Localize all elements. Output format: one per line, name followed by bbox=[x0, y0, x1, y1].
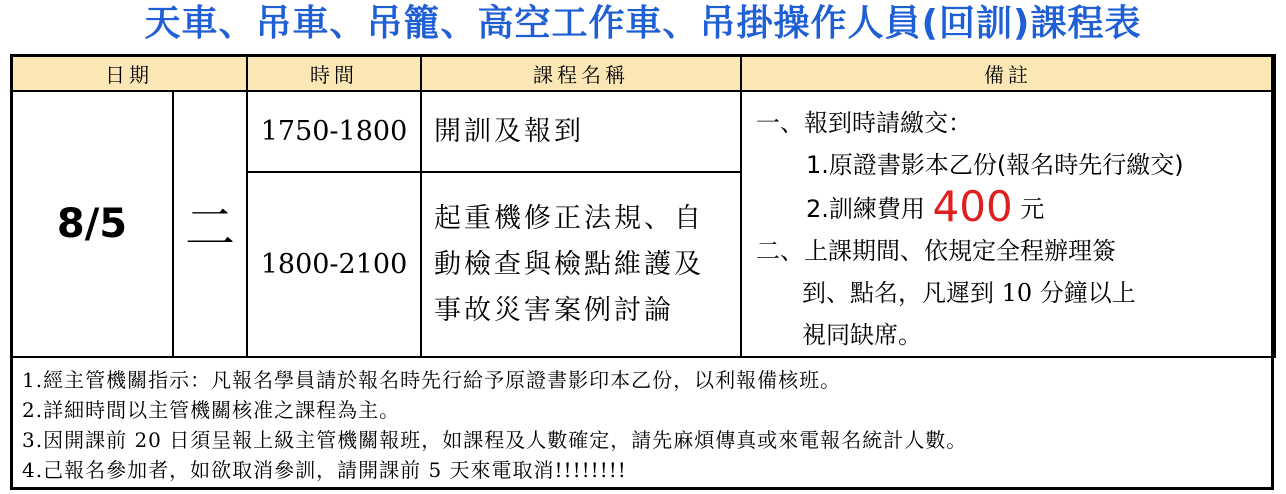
footer-note: 4.己報名參加者，如欲取消參訓，請開課前 5 天來電取消!!!!!!!! bbox=[22, 458, 627, 482]
header-course: 課程名稱 bbox=[421, 55, 741, 91]
note-item-1-sub-1: 1.原證書影本乙份(報名時先行繳交) bbox=[806, 151, 1184, 179]
footer-note: 1.經主管機關指示：凡報名學員請於報名時先行給予原證書影印本乙份，以利報備核班。 bbox=[22, 368, 842, 392]
note-item-2-line-1: 二、上課期間、依規定全程辦理簽 bbox=[756, 237, 1116, 265]
note-item-1: 一、報到時請繳交： bbox=[756, 109, 972, 137]
course-line: 事故災害案例討論 bbox=[434, 294, 674, 326]
session-time: 1750-1800 bbox=[247, 91, 421, 172]
footer-note: 2.詳細時間以主管機關核准之課程為主。 bbox=[22, 398, 401, 422]
note-item-2-line-2: 到、點名，凡遲到 10 分鐘以上 bbox=[802, 279, 1136, 307]
session-time: 1800-2100 bbox=[247, 172, 421, 357]
course-line: 開訓及報到 bbox=[434, 115, 584, 147]
fee-label: 2.訓練費用 bbox=[806, 195, 925, 223]
weekday-cell: 二 bbox=[173, 91, 247, 357]
header-time: 時間 bbox=[247, 55, 421, 91]
header-date: 日期 bbox=[11, 55, 247, 91]
course-line: 動檢查與檢點維護及 bbox=[434, 248, 704, 280]
header-notes: 備註 bbox=[741, 55, 1275, 91]
course-line: 起重機修正法規、自 bbox=[434, 202, 704, 234]
note-item-2-line-3: 視同缺席。 bbox=[802, 321, 922, 349]
footer-note: 3.因開課前 20 日須呈報上級主管機關報班，如課程及人數確定，請先麻煩傳真或來電報名統計人數。 bbox=[22, 428, 968, 452]
date-cell: 8/5 bbox=[11, 91, 173, 357]
page-title: 天車、吊車、吊籠、高空工作車、吊掛操作人員(回訓)課程表 bbox=[144, 3, 1142, 44]
footer-notes bbox=[12, 359, 1272, 488]
fee-unit: 元 bbox=[1020, 195, 1045, 223]
fee-amount: 400 bbox=[932, 182, 1013, 231]
